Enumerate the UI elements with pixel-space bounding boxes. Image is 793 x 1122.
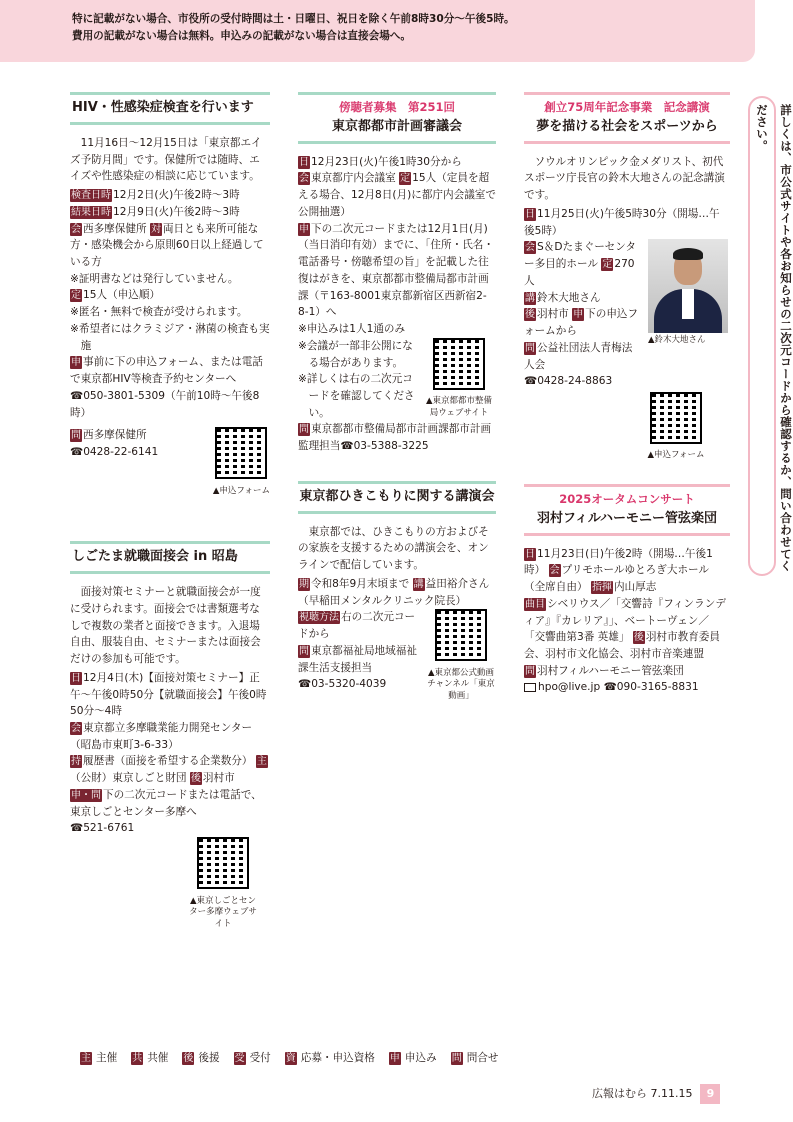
legend-item <box>285 1050 375 1067</box>
hikikomori-title: 東京都ひきこもりに関する講演会 <box>298 481 496 514</box>
sports-photo-block <box>648 239 730 390</box>
sports-heading <box>524 92 730 144</box>
tag-host: 主 <box>256 756 267 768</box>
hiv-qr-block <box>213 427 270 497</box>
tag-method: 視聴方法 <box>299 612 339 624</box>
sports-photo-caption: ▲鈴木大地さん <box>648 335 706 346</box>
tag-capacity: 定 <box>71 290 81 302</box>
council-title: 東京都都市計画審議会 <box>331 118 462 134</box>
council-note-1: ※申込みは1人1通のみ <box>298 323 406 336</box>
hikikomori-lecturer: 益田裕介さん（早稲田メンタルクリニック院長） <box>298 577 490 607</box>
legend-tag: 資 <box>285 1053 296 1064</box>
tag-apply: 申 <box>299 223 309 235</box>
side-notice-text: 詳しくは、市公式サイトや各お知らせの二次元コードから確認するか、問い合わせてください。 <box>755 104 793 572</box>
hiv-note-cert: ※証明書などは発行していません。 <box>70 272 239 285</box>
concert-date: 11月23日(日)午後2時（開場…午後1時） <box>524 547 713 577</box>
council-heading <box>298 92 496 144</box>
concert-title: 羽村フィルハーモニー管弦楽団 <box>536 510 718 526</box>
legend-tag: 申 <box>389 1053 400 1064</box>
hiv-inquiry: 西多摩保健所 <box>83 429 147 442</box>
hikikomori-tel: ☎03-5320-4039 <box>298 678 387 691</box>
sports-capacity: 270人 <box>524 258 635 287</box>
tag-support: 後 <box>190 773 201 785</box>
sports-apply: 下の申込フォームから <box>524 308 639 338</box>
mail-icon <box>524 683 536 692</box>
qr-code-icon[interactable] <box>433 338 485 390</box>
legend-tag: 問 <box>451 1053 462 1064</box>
council-venue: 東京都庁内会議室 <box>311 172 396 185</box>
tag-exam-date: 検査日時 <box>71 190 111 202</box>
council-qr-caption: ▲東京都都市整備局ウェブサイト <box>425 396 493 418</box>
column-middle <box>298 92 496 702</box>
legend-tag: 共 <box>132 1053 143 1064</box>
tag-apply: 申 <box>573 309 584 321</box>
concert-heading <box>524 484 730 536</box>
hiv-exam-date: 12月2日(火)午後2時〜3時 <box>113 189 240 202</box>
tag-apply-inquiry: 申・問 <box>71 789 101 801</box>
tag-capacity: 定 <box>602 259 613 271</box>
hiv-note-extra: ※希望者にはクラミジア・淋菌の検査も実施 <box>70 322 270 352</box>
legend-label: 受付 <box>249 1052 271 1064</box>
job-tel: ☎521-6761 <box>70 822 135 835</box>
job-qr-caption: ▲東京しごとセンター多摩ウェブサイト <box>189 895 257 929</box>
qr-code-icon[interactable] <box>215 427 267 479</box>
job-title: しごたま就職面接会 in 昭島 <box>70 541 270 574</box>
concert-sub: 2025オータムコンサート <box>559 491 695 506</box>
qr-code-icon[interactable] <box>435 609 487 661</box>
side-notice <box>748 96 793 576</box>
tag-support: 後 <box>633 632 644 644</box>
hiv-apply: 事前に下の申込フォーム、または電話で東京都HIV等検査予約センターへ☎050-3801-5309（午前10時〜午後8時） <box>70 356 263 419</box>
hiv-title: HIV・性感染症検査を行います <box>70 92 270 125</box>
council-apply: 下の二次元コードまたは12月1日(月)（当日消印有効）までに、「住所・氏名・電話番号・傍聴希望の旨」を記載した往復はがきを、東京都都市整備局都市計画課（〒163-8001東京都新宿区西新宿2-8-1）へ <box>298 222 494 319</box>
tag-venue: 会 <box>299 173 309 185</box>
hikikomori-article <box>298 481 496 702</box>
legend-item <box>131 1050 168 1067</box>
council-capacity: 15人（定員を超える場合、12月8日(月)に都庁内会議室で公開抽選） <box>298 172 496 218</box>
hiv-target: 両日とも来所可能な方・感染機会から原則60日以上経過している方 <box>70 222 264 268</box>
council-inquiry: 東京都都市整備局都市計画課都市計画監理担当☎03-5388-3225 <box>298 423 492 453</box>
legend <box>80 1050 498 1067</box>
council-qr-block <box>422 338 496 422</box>
council-note-2: ※会議が一部非公開になる場合があります。 <box>298 339 413 369</box>
job-host: （公財）東京しごと財団 <box>70 772 187 785</box>
tag-venue: 会 <box>525 242 535 254</box>
hikikomori-inquiry: 東京都福祉局地域福祉課生活支援担当 <box>298 644 417 674</box>
concert-conductor: 内山厚志 <box>613 581 657 594</box>
tag-inquiry: 問 <box>299 645 309 657</box>
hiv-qr-caption: ▲申込フォーム <box>212 485 270 496</box>
legend-label: 主催 <box>96 1052 118 1064</box>
tag-date: 日 <box>71 672 81 684</box>
council-note-3: ※詳しくは右の二次元コードを確認してください。 <box>298 373 415 419</box>
hikikomori-intro: 東京都では、ひきこもりの方およびその家族を支援するための講演会を、オンラインで配信しています。 <box>298 525 489 572</box>
council-article <box>298 92 496 455</box>
tag-capacity: 定 <box>400 173 411 185</box>
legend-label: 応募・申込資格 <box>300 1052 375 1064</box>
hikikomori-period: 令和8年9月末頃まで <box>311 577 410 590</box>
tag-program: 曲目 <box>525 598 545 610</box>
hiv-venue: 西多摩保健所 <box>83 222 147 235</box>
tag-period: 期 <box>299 578 309 590</box>
concert-contact[interactable]: hpo@live.jp ☎090-3165-8831 <box>538 681 699 694</box>
tag-venue: 会 <box>549 565 560 577</box>
tag-date: 日 <box>525 208 535 220</box>
hikikomori-method: 右の二次元コードから <box>298 611 416 641</box>
tag-conductor: 指揮 <box>591 582 612 594</box>
legend-label: 後援 <box>198 1052 220 1064</box>
legend-label: 問合せ <box>466 1052 499 1064</box>
job-intro: 面接対策セミナーと就職面接会が一度に受けられます。面接会では書類選考なしで複数の業者と面接できます。入退場自由、服装自由、セミナーまたは面接会だけの参加も可能です。 <box>70 586 261 666</box>
legend-item <box>80 1050 117 1067</box>
hikikomori-qr-caption: ▲東京都公式動画チャンネル「東京動画」 <box>427 667 495 701</box>
job-apply: 下の二次元コードまたは電話で、東京しごとセンター多摩へ <box>70 788 262 818</box>
column-left <box>70 92 270 930</box>
hiv-article <box>70 92 270 497</box>
qr-code-icon[interactable] <box>650 392 702 444</box>
council-date: 12月23日(火)午後1時30分から <box>311 155 462 168</box>
tag-inquiry: 問 <box>299 424 309 436</box>
job-support: 羽村市 <box>202 772 235 785</box>
hikikomori-qr-block <box>426 609 496 702</box>
sports-qr-caption: ▲申込フォーム <box>647 450 705 461</box>
legend-item <box>234 1050 271 1067</box>
legend-item <box>451 1050 499 1067</box>
hiv-capacity: 15人（申込順） <box>83 289 161 302</box>
qr-code-icon[interactable] <box>197 837 249 889</box>
sports-sub: 創立75周年記念事業 記念講演 <box>544 100 710 114</box>
tag-inquiry: 問 <box>525 342 535 354</box>
tag-venue: 会 <box>71 722 81 734</box>
notice-line-2: 費用の記載がない場合は無料。申込みの記載がない場合は直接会場へ。 <box>72 29 411 42</box>
publication-name: 広報はむら 7.11.15 <box>592 1087 693 1101</box>
page-number: 9 <box>700 1084 720 1104</box>
council-sub: 傍聴者募集 第251回 <box>338 100 455 114</box>
concert-article <box>524 484 730 696</box>
hiv-intro: 11月16日〜12月15日は「東京都エイズ予防月間」です。保健所では随時、エイズや性感染症の相談に応じています。 <box>70 136 262 183</box>
sports-qr-block <box>636 392 716 462</box>
tag-support: 後 <box>525 309 535 321</box>
legend-tag: 後 <box>183 1053 194 1064</box>
hiv-note-anon: ※匿名・無料で検査が受けられます。 <box>70 306 248 319</box>
hiv-tel: ☎0428-22-6141 <box>70 446 159 459</box>
notice-line-1: 特に記載がない場合、市役所の受付時間は土・日曜日、祝日を除く午前8時30分〜午後5時。 <box>72 13 515 25</box>
tag-bring: 持 <box>71 756 81 768</box>
legend-tag: 主 <box>81 1053 91 1064</box>
legend-item <box>182 1050 219 1067</box>
tag-lecturer: 講 <box>525 292 535 304</box>
tag-inquiry: 問 <box>525 665 535 677</box>
legend-item <box>389 1050 437 1067</box>
sports-intro: ソウルオリンピック金メダリスト、初代スポーツ庁長官の鈴木大地さんの記念講演です。 <box>524 155 725 202</box>
concert-program: シベリウス／「交響詩『フィンランディア』『カレリア』」、ベートーヴェン／「交響曲第3番 英雄」 <box>524 597 726 644</box>
job-date: 12月4日(木)【面接対策セミナー】正午〜午後0時50分【就職面接会】午後0時50分〜4時 <box>70 671 267 718</box>
sports-inquiry: 公益社団法人青梅法人会 <box>524 341 633 371</box>
sports-support: 羽村市 <box>537 308 569 321</box>
tag-result-date: 結果日時 <box>71 206 111 218</box>
sports-lecturer: 鈴木大地さん <box>537 291 601 304</box>
legend-tag: 受 <box>234 1053 245 1064</box>
job-fair-article <box>70 541 270 930</box>
tag-target: 対 <box>150 223 161 235</box>
speaker-photo <box>648 239 728 333</box>
sports-tel: ☎0428-24-8863 <box>524 375 613 388</box>
sports-article <box>524 92 730 462</box>
tag-venue: 会 <box>71 223 81 235</box>
page-footer <box>592 1084 720 1104</box>
sports-venue: S＆Dたまぐーセンター多目的ホール <box>524 241 636 271</box>
legend-label: 申込み <box>404 1052 437 1064</box>
tag-date: 日 <box>299 156 309 168</box>
tag-date: 日 <box>525 548 535 560</box>
legend-label: 共催 <box>147 1052 169 1064</box>
job-bring: 履歴書（面接を希望する企業数分） <box>83 755 253 768</box>
notice-banner <box>0 0 755 62</box>
concert-inquiry: 羽村フィルハーモニー管弦楽団 <box>537 664 684 677</box>
column-right <box>524 92 730 696</box>
job-qr-block <box>188 837 258 930</box>
sports-title: 夢を描ける社会をスポーツから <box>536 118 718 134</box>
sports-date: 11月25日(火)午後5時30分（開場…午後5時） <box>524 207 720 237</box>
tag-lecturer: 講 <box>413 578 424 590</box>
hiv-result-date: 12月9日(火)午後2時〜3時 <box>113 205 240 218</box>
job-venue: 東京都立多摩職業能力開発センター（昭島市東町3-6-33） <box>70 721 253 751</box>
concert-support: 羽村市教育委員会、羽村市文化協会、羽村市音楽連盟 <box>524 631 720 660</box>
tag-inquiry: 問 <box>71 430 81 442</box>
concert-venue: プリモホールゆとろぎ大ホール（全席自由） <box>524 564 710 594</box>
tag-apply: 申 <box>71 357 81 369</box>
